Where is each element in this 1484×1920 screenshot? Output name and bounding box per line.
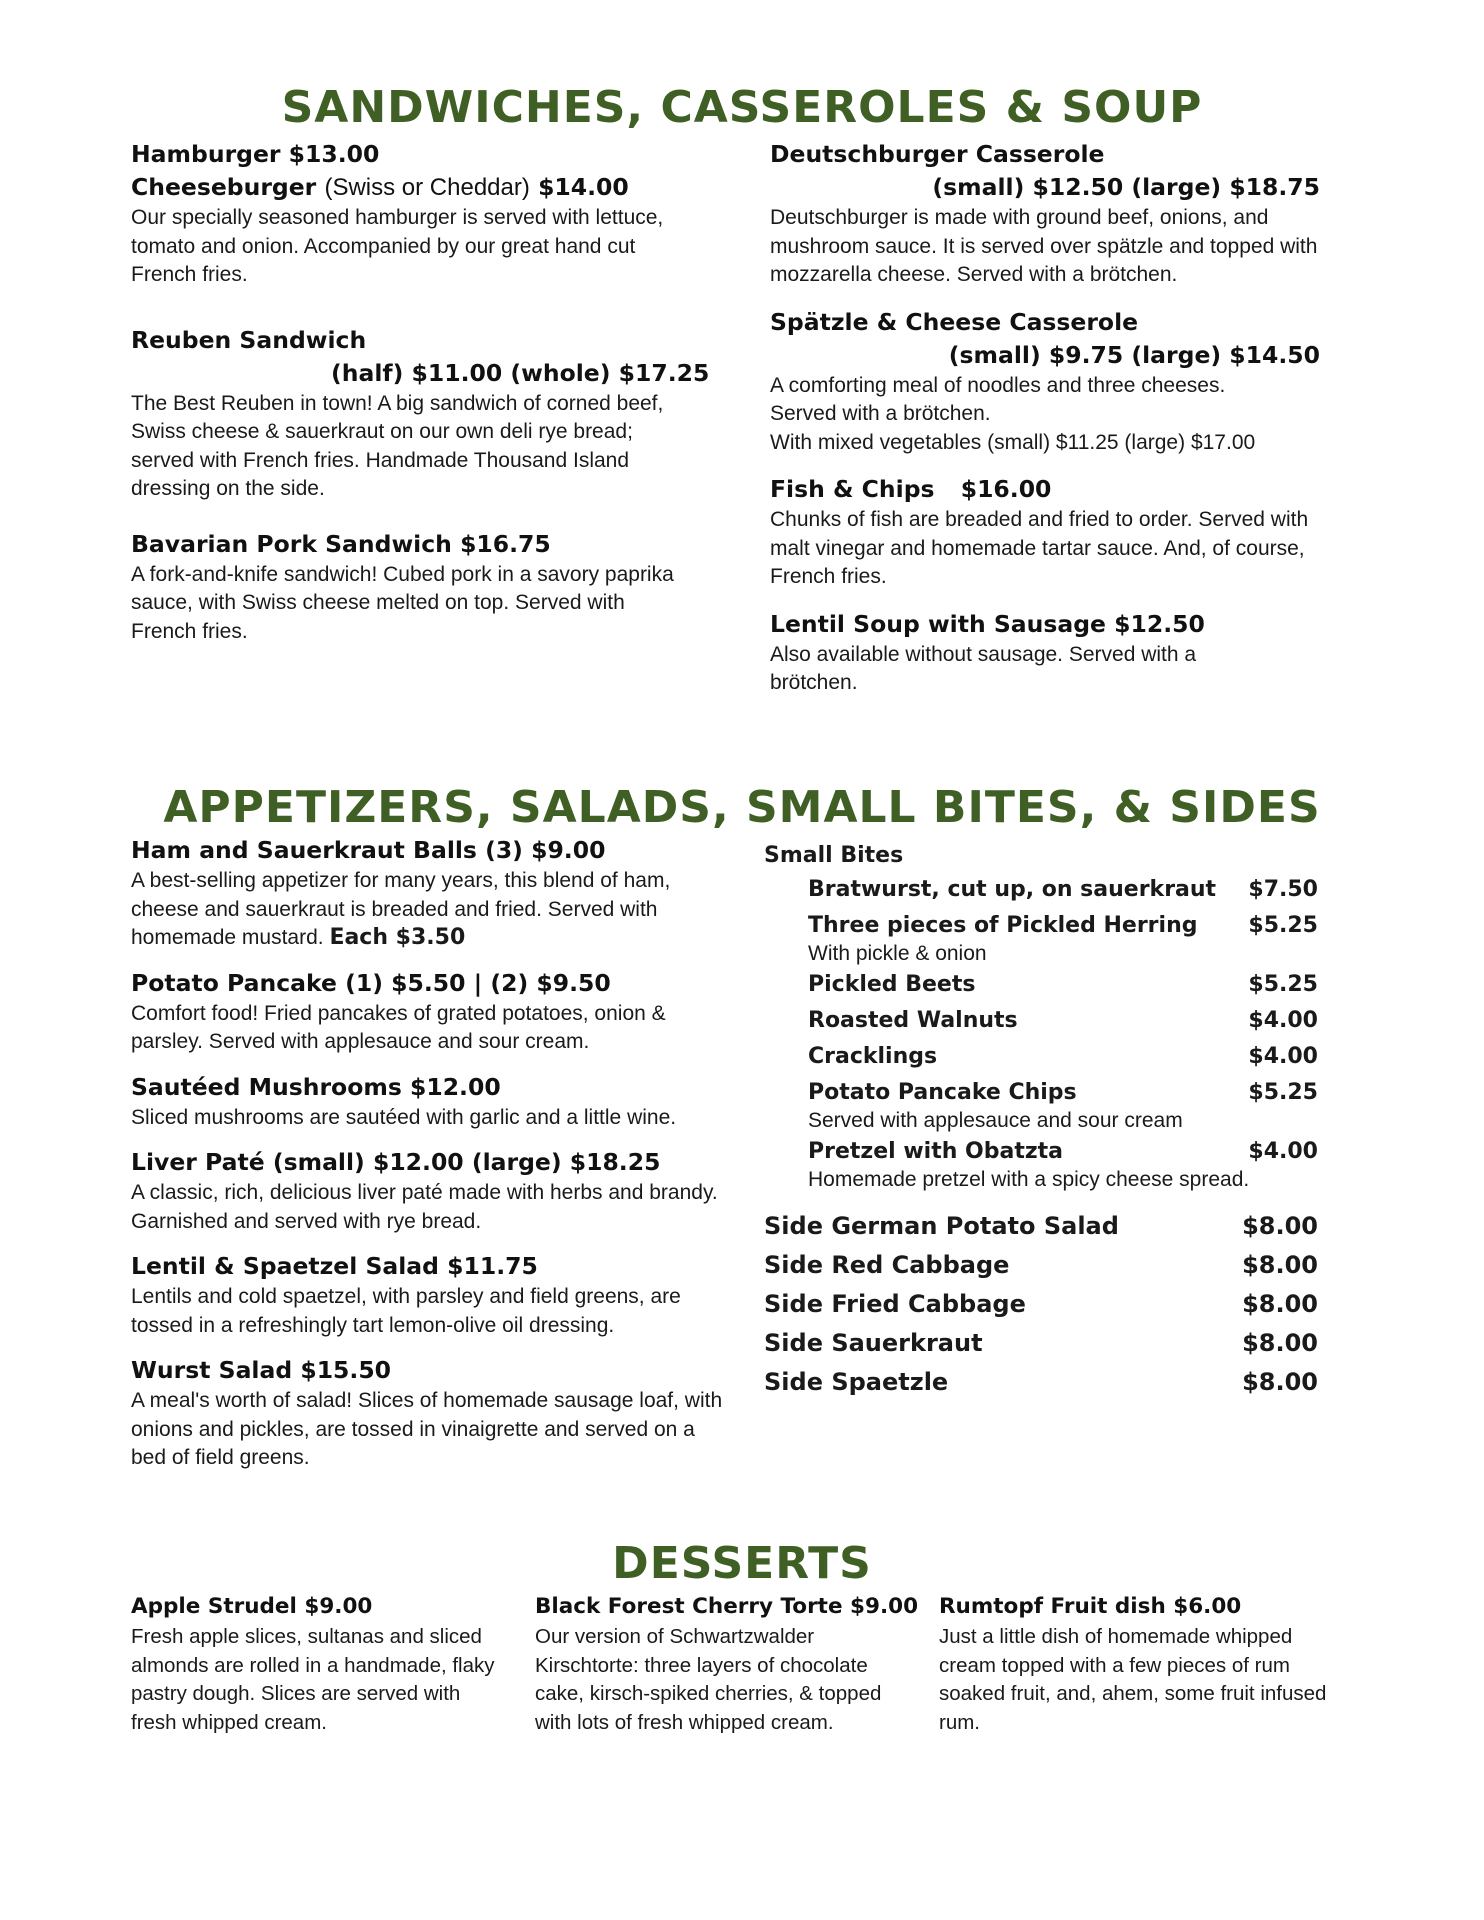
item-price: (half) $11.00 (whole) $17.25 (331, 358, 710, 387)
appetizers-left-column (131, 834, 731, 1497)
item-title: Ham and Sauerkraut Balls (3) $9.00 (131, 836, 606, 864)
item-description (131, 867, 731, 953)
item-title: Potato Pancake (1) $5.50 | (2) $9.50 (131, 968, 611, 997)
item-title: Bavarian Pork Sandwich $16.75 (131, 529, 551, 558)
item-name: Side Red Cabbage (764, 1251, 1010, 1279)
item-title: Lentil Soup with Sausage $12.50 (770, 609, 1205, 638)
small-bites-title: Small Bites (764, 843, 904, 868)
item-price: $4.00 (1248, 1008, 1318, 1033)
item-title: Lentil & Spaetzel Salad $11.75 (131, 1252, 538, 1280)
item-note: With pickle & onion (808, 942, 987, 965)
item-note: Homemade pretzel with a spicy cheese spread. (808, 1168, 1250, 1191)
item-description: Our version of Schwartzwalder Kirschtorte: three layers of chocolate cake, kirsch-spiked cherries, & topped with lots of fresh whipped cream. (535, 1625, 882, 1734)
menu-item-ham-balls (131, 834, 731, 953)
item-name: Bratwurst, cut up, on sauerkraut (808, 877, 1217, 902)
menu-item-reuben (131, 324, 710, 504)
item-description: Sliced mushrooms are sautéed with garlic and a little wine. (131, 1105, 677, 1129)
menu-item-liver-pate (131, 1146, 731, 1236)
side-sauerkraut (764, 1324, 1318, 1363)
item-price: $5.25 (1248, 1080, 1318, 1105)
item-name: Deutschburger Casserole (770, 140, 1105, 168)
item-description: Chunks of fish are breaded and fried to order. Served with malt vinegar and homemade tartar sauce. And, of course, French fries. (770, 508, 1309, 588)
item-name: Side Fried Cabbage (764, 1290, 1026, 1318)
menu-item-bavarian-pork (131, 528, 691, 647)
side-potato-salad (764, 1207, 1318, 1246)
item-price: $16.00 (960, 475, 1052, 503)
small-bite-bratwurst (808, 872, 1318, 908)
sandwiches-section-title: SANDWICHES, CASSEROLES & SOUP (281, 82, 1203, 133)
dessert-apple-strudel (131, 1590, 511, 1737)
item-description-text: A best-selling appetizer for many years, this blend of ham, cheese and sauerkraut is breaded and fried. Served with homemade mustard. (131, 869, 671, 949)
appetizers-section-title: APPETIZERS, SALADS, SMALL BITES, & SIDES (163, 782, 1321, 833)
small-bites-column (764, 843, 1334, 1402)
small-bite-pancake-chips (808, 1075, 1318, 1111)
item-title (131, 171, 691, 204)
small-bite-herring (808, 908, 1318, 944)
menu-item-hamburger (131, 138, 691, 171)
menu-item-lentil-soup (770, 608, 1330, 698)
item-description: Also available without sausage. Served with a brötchen. (770, 642, 1197, 694)
item-title: Wurst Salad $15.50 (131, 1356, 392, 1384)
item-description: A classic, rich, delicious liver paté made with herbs and brandy. Garnished and served with rye bread. (131, 1181, 718, 1233)
item-description: A comforting meal of noodles and three cheeses. (770, 373, 1226, 397)
item-description: Served with a brötchen. (770, 402, 991, 425)
dessert-black-forest-torte (535, 1590, 920, 1737)
item-name: Cheeseburger (131, 173, 317, 201)
item-title: Hamburger $13.00 (131, 140, 380, 168)
item-description: Comfort food! Fried pancakes of grated potatoes, onion & parsley. Served with applesauce and sour cream. (131, 1001, 666, 1053)
item-price: $8.00 (1242, 1329, 1318, 1357)
item-name: Spätzle & Cheese Casserole (770, 307, 1139, 336)
small-bite-walnuts (808, 1003, 1318, 1039)
item-name: Side Sauerkraut (764, 1329, 983, 1357)
item-price: $8.00 (1242, 1212, 1318, 1240)
item-name: Side German Potato Salad (764, 1212, 1119, 1240)
item-name: Potato Pancake Chips (808, 1080, 1077, 1105)
item-price: $5.25 (1248, 913, 1318, 938)
menu-item-spatzle-casserole (770, 306, 1330, 458)
menu-item-potato-pancake (131, 967, 731, 1057)
small-bite-beets (808, 967, 1318, 1003)
item-title: Rumtopf Fruit dish $6.00 (939, 1594, 1242, 1619)
sandwiches-right-column (770, 138, 1330, 722)
side-spaetzle (764, 1363, 1318, 1402)
item-name: Roasted Walnuts (808, 1008, 1018, 1033)
desserts-section-title: DESSERTS (612, 1538, 872, 1589)
item-note: Served with applesauce and sour cream (808, 1109, 1183, 1132)
item-name: Fish & Chips (770, 475, 935, 503)
sandwiches-left-column (131, 138, 710, 670)
item-description: A meal's worth of salad! Slices of homemade sausage loaf, with onions and pickles, are tossed in vinaigrette and served on a bed of field greens. (131, 1389, 723, 1469)
item-price: $14.00 (538, 173, 629, 201)
item-description: Our specially seasoned hamburger is served with lettuce, tomato and onion. Accompanied by our great hand cut French fries. (131, 206, 664, 286)
menu-item-wurst-salad (131, 1354, 731, 1473)
item-description: Lentils and cold spaetzel, with parsley and field greens, are tossed in a refreshingly tart lemon-olive oil dressing. (131, 1285, 681, 1337)
item-price: (small) $9.75 (large) $14.50 (948, 340, 1320, 369)
item-description: Deutschburger is made with ground beef, onions, and mushroom sauce. It is served over spätzle and topped with mozzarella cheese. Served with a brötchen. (770, 206, 1318, 286)
side-red-cabbage (764, 1246, 1318, 1285)
side-fried-cabbage (764, 1285, 1318, 1324)
item-price: $4.00 (1248, 1044, 1318, 1069)
item-option: (Swiss or Cheddar) (324, 174, 530, 201)
item-name: Pretzel with Obatzta (808, 1139, 1064, 1164)
menu-item-lentil-salad (131, 1250, 731, 1340)
item-price: $8.00 (1242, 1251, 1318, 1279)
item-title (770, 473, 1330, 506)
item-name: Reuben Sandwich (131, 325, 367, 354)
item-description: Just a little dish of homemade whipped cream topped with a few pieces of rum soaked fruit, and, ahem, some fruit infused rum. (939, 1625, 1327, 1734)
item-name: Side Spaetzle (764, 1368, 949, 1396)
item-description: Fresh apple slices, sultanas and sliced almonds are rolled in a handmade, flaky pastry dough. Slices are served with fresh whipped cream. (131, 1625, 495, 1734)
menu-item-cheeseburger (131, 171, 691, 290)
item-title: Black Forest Cherry Torte $9.00 (535, 1594, 919, 1619)
small-bite-pretzel (808, 1134, 1318, 1170)
item-description: A fork-and-knife sandwich! Cubed pork in a savory paprika sauce, with Swiss cheese melted on top. Served with French fries. (131, 562, 674, 643)
dessert-rumtopf (939, 1590, 1344, 1737)
item-price: $4.00 (1248, 1139, 1318, 1164)
item-title: Sautéed Mushrooms $12.00 (131, 1072, 501, 1101)
item-name: Cracklings (808, 1044, 938, 1069)
item-description: The Best Reuben in town! A big sandwich of corned beef, Swiss cheese & sauerkraut on our own deli rye bread; served with French fries. Handmade Thousand Island dressing on the side. (131, 391, 664, 500)
item-price: $7.50 (1248, 877, 1318, 902)
item-name: Three pieces of Pickled Herring (808, 913, 1198, 938)
small-bite-cracklings (808, 1039, 1318, 1075)
item-price: $8.00 (1242, 1290, 1318, 1318)
item-price: (small) $12.50 (large) $18.75 (932, 173, 1320, 201)
menu-item-fish-chips (770, 473, 1330, 592)
item-price: $8.00 (1242, 1368, 1318, 1396)
menu-item-mushrooms (131, 1071, 731, 1133)
menu-item-deutschburger (770, 138, 1330, 290)
item-name: Pickled Beets (808, 972, 976, 997)
item-each-price: Each $3.50 (329, 925, 466, 950)
item-title: Apple Strudel $9.00 (131, 1594, 373, 1619)
item-description: With mixed vegetables (small) $11.25 (large) $17.00 (770, 430, 1256, 454)
item-title: Liver Paté (small) $12.00 (large) $18.25 (131, 1148, 661, 1176)
item-price: $5.25 (1248, 972, 1318, 997)
